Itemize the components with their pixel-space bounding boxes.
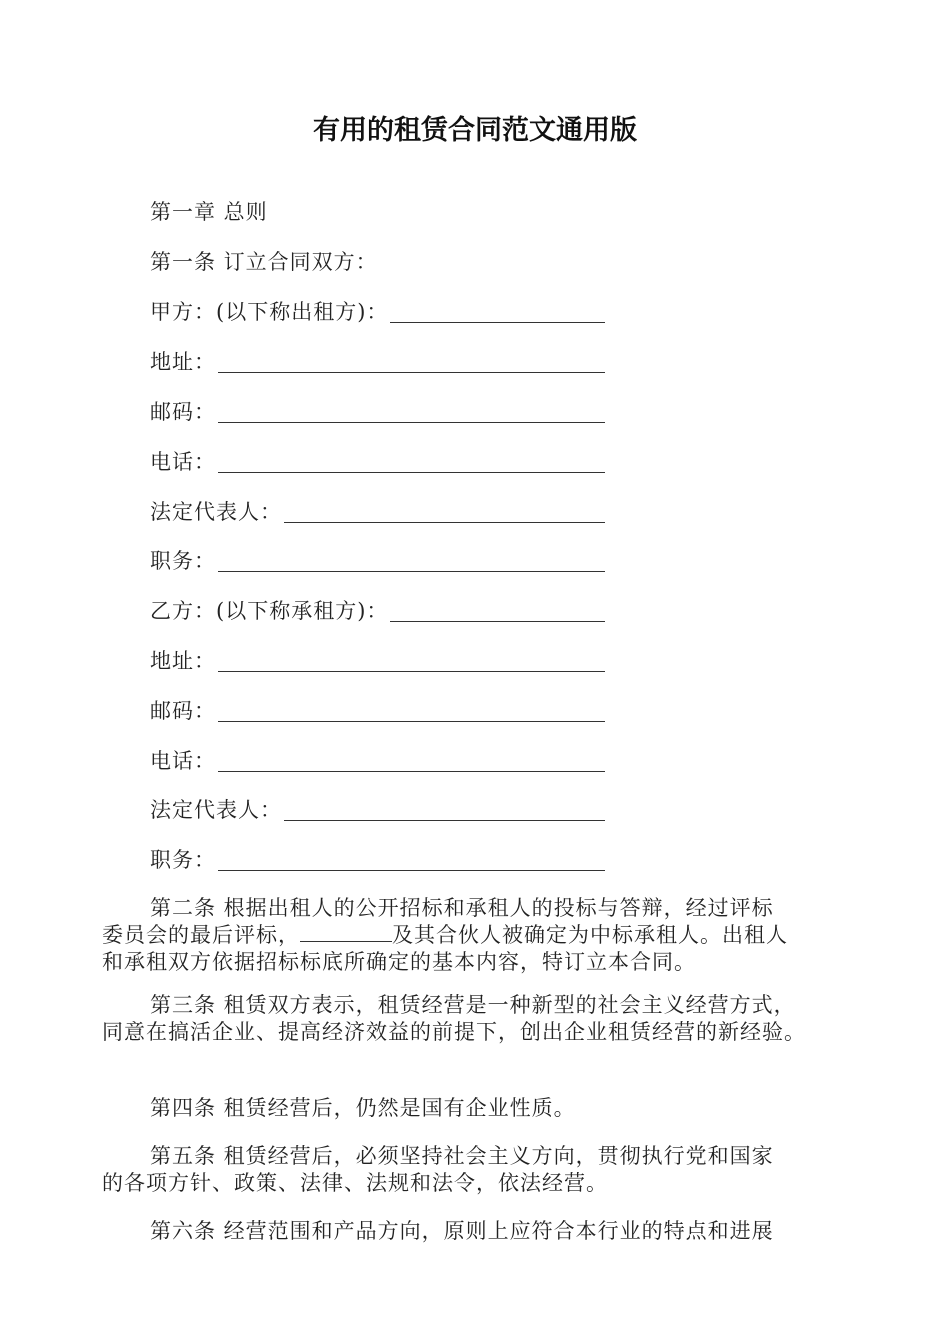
party-a-postcode-label: 邮码：	[150, 400, 216, 424]
party-a-address-blank	[218, 350, 605, 373]
party-b-position-label: 职务：	[150, 848, 216, 872]
party-b-phone-label: 电话：	[150, 749, 216, 773]
document-title: 有用的租赁合同范文通用版	[313, 115, 637, 146]
party-a-position-field	[150, 546, 605, 576]
article-5-line-1: 第五条 租赁经营后，必须坚持社会主义方向，贯彻执行党和国家	[150, 1144, 774, 1168]
party-b-phone-blank	[218, 749, 605, 772]
article-3-paragraph	[102, 992, 872, 1046]
party-b-postcode-field	[150, 696, 605, 726]
party-b-heading-field	[150, 596, 605, 626]
party-b-postcode-label: 邮码：	[150, 699, 216, 723]
party-a-legal-rep-label: 法定代表人：	[150, 500, 282, 524]
party-b-postcode-blank	[218, 699, 605, 722]
party-a-position-label: 职务：	[150, 549, 216, 573]
party-a-phone-label: 电话：	[150, 450, 216, 474]
party-a-postcode-blank	[218, 400, 605, 423]
party-a-legal-rep-blank	[284, 500, 605, 523]
party-b-position-field	[150, 845, 605, 875]
party-a-phone-field	[150, 447, 605, 477]
article-5-line-2: 的各项方针、政策、法律、法规和法令，依法经营。	[102, 1171, 608, 1195]
article-2-line-3: 和承租双方依据招标标底所确定的基本内容，特订立本合同。	[102, 950, 696, 974]
party-a-heading-label: 甲方：(以下称出租方)：	[150, 300, 389, 324]
party-a-address-label: 地址：	[150, 350, 216, 374]
article-2-line-2a: 委员会的最后评标，	[102, 923, 300, 947]
party-b-legal-rep-label: 法定代表人：	[150, 798, 282, 822]
party-b-address-blank	[218, 649, 605, 672]
article-6-paragraph	[102, 1218, 850, 1245]
article-2-line-2b: 及其合伙人被确定为中标承租人。出租人	[392, 923, 788, 947]
party-b-legal-rep-field	[150, 795, 605, 825]
article-2-paragraph	[102, 895, 850, 976]
article-4-paragraph: 第四条 租赁经营后，仍然是国有企业性质。	[150, 1096, 576, 1120]
article-5-paragraph	[102, 1143, 850, 1197]
party-b-name-blank	[390, 599, 605, 622]
article-2-bidder-blank	[300, 923, 392, 942]
party-a-position-blank	[218, 549, 605, 572]
article-2-line-1: 第二条 根据出租人的公开招标和承租人的投标与答辩，经过评标	[150, 896, 774, 920]
party-a-heading-field	[150, 297, 605, 327]
party-b-address-field	[150, 646, 605, 676]
article-3-line-2: 同意在搞活企业、提高经济效益的前提下，创出企业租赁经营的新经验。	[102, 1020, 806, 1044]
party-b-address-label: 地址：	[150, 649, 216, 673]
party-a-address-field	[150, 347, 605, 377]
party-a-postcode-field	[150, 397, 605, 427]
party-a-phone-blank	[218, 450, 605, 473]
party-a-name-blank	[390, 300, 605, 323]
party-b-phone-field	[150, 746, 605, 776]
article-3-line-1: 第三条 租赁双方表示，租赁经营是一种新型的社会主义经营方式，	[150, 993, 796, 1017]
party-a-legal-rep-field	[150, 497, 605, 527]
party-b-position-blank	[218, 848, 605, 871]
article-1-heading: 第一条 订立合同双方：	[150, 250, 378, 274]
chapter-heading: 第一章 总则	[150, 200, 268, 224]
party-b-legal-rep-blank	[284, 798, 605, 821]
article-6-line-1: 第六条 经营范围和产品方向，原则上应符合本行业的特点和进展	[150, 1219, 774, 1243]
party-b-heading-label: 乙方：(以下称承租方)：	[150, 599, 389, 623]
